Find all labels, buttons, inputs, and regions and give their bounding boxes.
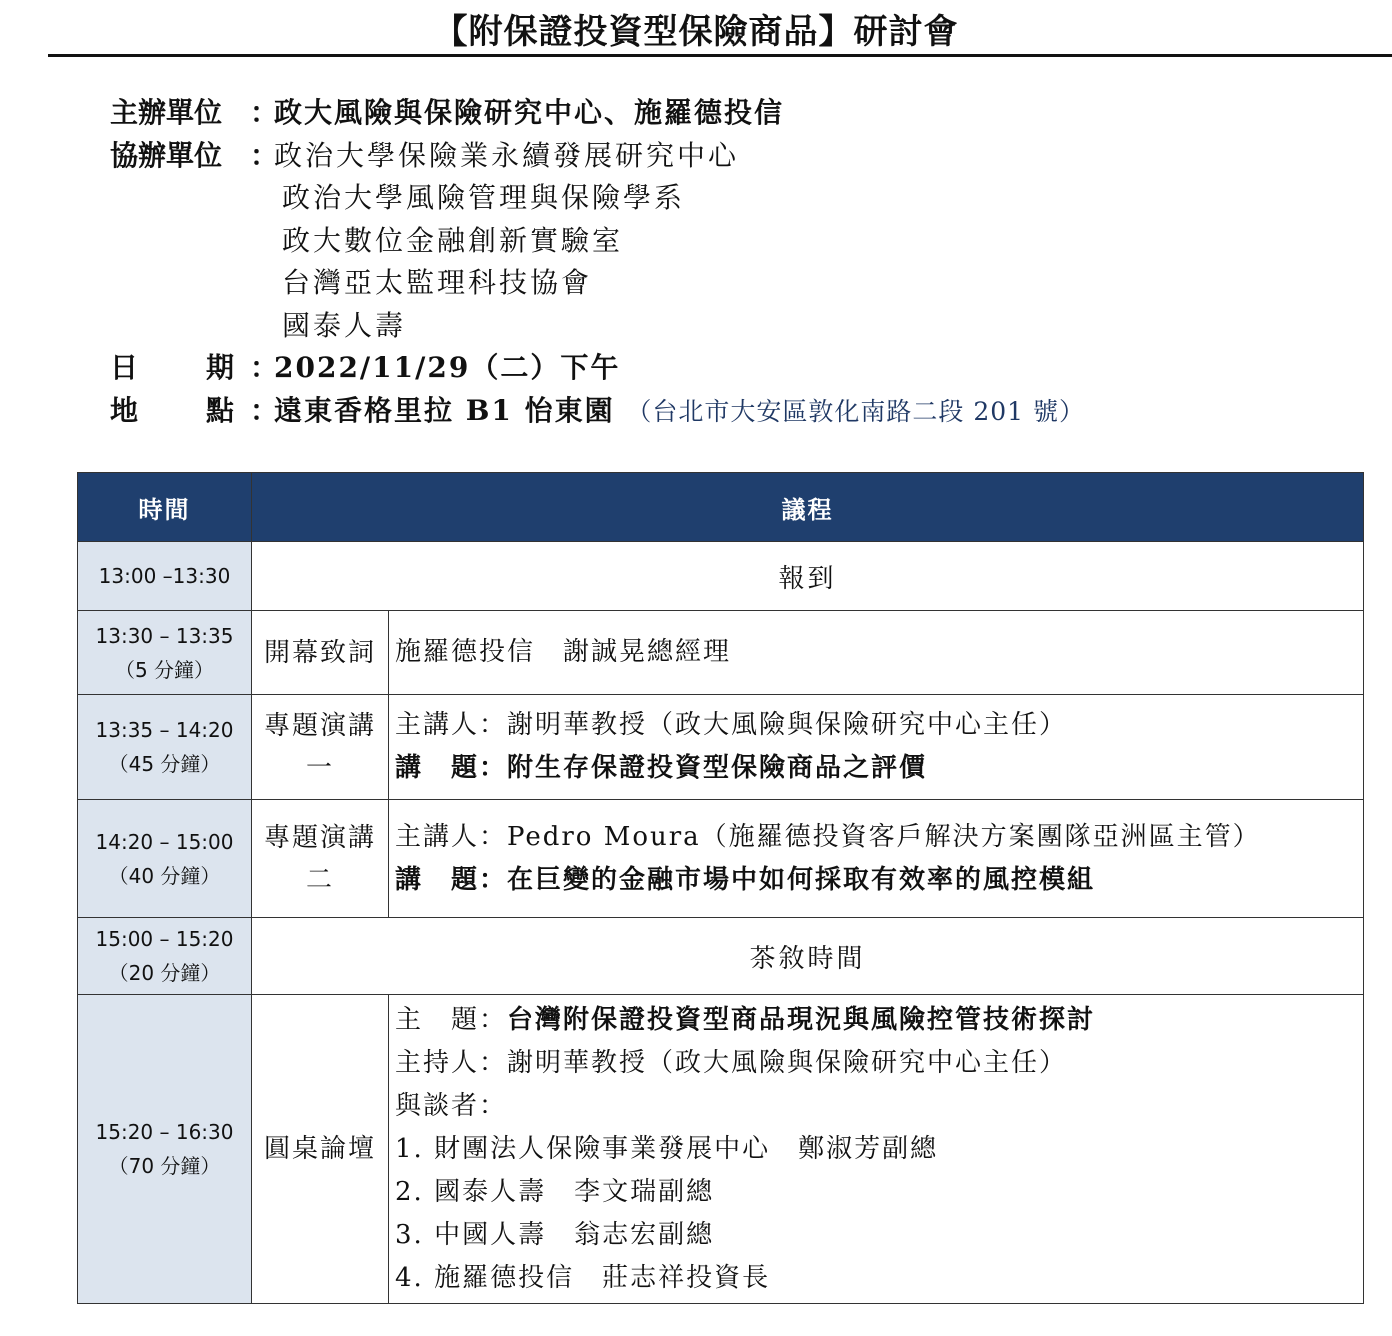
speaker-line <box>395 704 1363 747</box>
moderator-label: 主持人： <box>395 1047 508 1078</box>
time-range: 13:35 – 14:20 <box>95 718 234 742</box>
time-cell <box>78 995 252 1304</box>
place-label-char: 點 <box>205 393 234 427</box>
session-number: 一 <box>305 753 334 783</box>
program-cell: 茶敘時間 <box>252 918 1364 995</box>
theme-title: 台灣附保證投資型商品現況與風險控管技術探討 <box>507 1004 1096 1035</box>
time-cell <box>78 695 252 800</box>
cohost-value: 台灣亞太監理科技協會 <box>282 266 593 299</box>
duration: （20 分鐘） <box>108 961 221 985</box>
moderator-line <box>395 1042 1363 1085</box>
date-value: 2022/11/29（二）下午 <box>274 351 621 384</box>
topic-line <box>395 747 1363 790</box>
session-name: 專題演講 <box>263 711 376 741</box>
moderator-name: 謝明華教授（政大風險與保險研究中心主任） <box>507 1047 1068 1078</box>
detail-cell <box>389 695 1364 800</box>
time-cell <box>78 800 252 918</box>
title-divider <box>48 54 1392 57</box>
detail-cell <box>389 995 1364 1304</box>
topic-title: 附生存保證投資型保險商品之評價 <box>507 753 928 783</box>
detail-cell <box>389 800 1364 918</box>
session-cell <box>252 695 389 800</box>
place-colon: ： <box>250 393 279 427</box>
program-column-header: 議程 <box>252 473 1364 542</box>
host-colon: ： <box>250 96 279 129</box>
place-label-char: 地 <box>110 393 139 427</box>
panelist-item: 1. 財團法人保險事業發展中心 鄭淑芳副總 <box>395 1133 939 1164</box>
time-range: 15:00 – 15:20 <box>95 927 234 951</box>
panel-label: 與談者： <box>395 1090 508 1121</box>
session-name: 專題演講 <box>263 822 376 853</box>
agenda-row <box>78 918 1364 995</box>
date-label-char: 日 <box>110 351 139 384</box>
speaker-line: 施羅德投信 謝誠晃總經理 <box>395 637 732 667</box>
time-range: 15:20 – 16:30 <box>95 1120 234 1144</box>
agenda-table <box>77 472 1364 1304</box>
session-cell <box>252 800 389 918</box>
cohost-label: 協辦單位 <box>110 138 223 172</box>
cohost-value: 國泰人壽 <box>282 308 407 342</box>
session-cell: 開幕致詞 <box>252 611 389 695</box>
cohost-colon: ： <box>250 138 279 172</box>
date-label <box>110 347 234 389</box>
detail-cell <box>389 611 1364 695</box>
agenda-row <box>78 695 1364 800</box>
topic-title: 在巨變的金融市場中如何採取有效率的風控模組 <box>507 864 1096 895</box>
agenda-row <box>78 611 1364 695</box>
panelist-item: 2. 國泰人壽 李文瑞副總 <box>395 1176 715 1207</box>
speaker-label: 主講人： <box>395 710 508 740</box>
page-title: 【附保證投資型保險商品】研討會 <box>433 12 959 52</box>
time-cell <box>78 542 252 611</box>
duration: （45 分鐘） <box>108 752 221 776</box>
topic-label: 講 題： <box>395 753 508 783</box>
time-cell <box>78 918 252 995</box>
venue-name: 遠東香格里拉 B1 怡東園 <box>274 393 615 427</box>
topic-line <box>395 859 1363 902</box>
venue-address: （台北市大安區敦化南路二段 201 號） <box>626 396 1086 426</box>
cohost-value: 政大數位金融創新實驗室 <box>282 223 624 257</box>
theme-label: 主 題： <box>395 1004 508 1035</box>
cohost-value: 政治大學保險業永續發展研究中心 <box>274 138 740 172</box>
duration: （70 分鐘） <box>108 1154 221 1178</box>
panelist-item: 4. 施羅德投信 莊志祥投資長 <box>395 1262 771 1293</box>
session-number: 二 <box>305 864 334 895</box>
host-value: 政大風險與保險研究中心、施羅德投信 <box>274 96 785 129</box>
theme-line <box>395 999 1363 1042</box>
program-cell: 報到 <box>252 542 1364 611</box>
agenda-row <box>78 542 1364 611</box>
time-cell <box>78 611 252 695</box>
time-range: 14:20 – 15:00 <box>95 829 234 854</box>
speaker-name: 謝明華教授（政大風險與保險研究中心主任） <box>507 710 1068 740</box>
time-range: 13:30 – 13:35 <box>95 623 234 648</box>
place-value <box>274 390 1085 433</box>
speaker-label: 主講人： <box>395 821 508 852</box>
host-label: 主辦單位 <box>110 96 223 129</box>
cohost-value: 政治大學風險管理與保險學系 <box>282 181 686 214</box>
date-label-char: 期 <box>205 351 234 384</box>
topic-label: 講 題： <box>395 864 508 895</box>
duration: （40 分鐘） <box>108 863 221 888</box>
agenda-row <box>78 995 1364 1304</box>
time-range: 13:00 –13:30 <box>98 564 231 588</box>
speaker-name: Pedro Moura（施羅德投資客戶解決方案團隊亞洲區主管） <box>507 821 1261 852</box>
place-label <box>110 390 234 432</box>
date-colon: ： <box>250 351 279 384</box>
speaker-line <box>395 816 1363 859</box>
session-cell: 圓桌論壇 <box>252 995 389 1304</box>
agenda-row <box>78 800 1364 918</box>
time-column-header: 時間 <box>78 473 252 542</box>
duration: （5 分鐘） <box>114 657 215 682</box>
agenda-header-row <box>78 473 1364 542</box>
panelist-item: 3. 中國人壽 翁志宏副總 <box>395 1219 715 1250</box>
